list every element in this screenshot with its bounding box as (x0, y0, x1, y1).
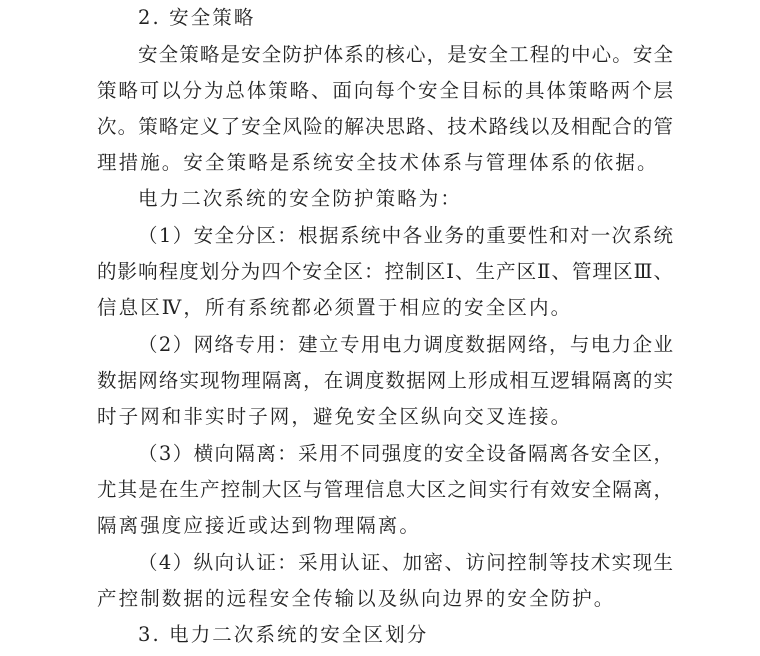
paragraph-line: 策略可以分为总体策略、面向每个安全目标的具体策略两个层 (97, 79, 673, 102)
list-item-line: 产控制数据的远程安全传输以及纵向边界的安全防护。 (97, 587, 616, 610)
list-item-line: 隔离强度应接近或达到物理隔离。 (97, 514, 422, 537)
paragraph-line: 安全策略是安全防护体系的核心，是安全工程的中心。安全 (138, 43, 673, 66)
list-item-line: （4）纵向认证：采用认证、加密、访问控制等技术实现生 (138, 551, 673, 574)
list-item-line: 数据网络实现物理隔离，在调度数据网上形成相互逻辑隔离的实 (97, 369, 673, 392)
paragraph-line: 次。策略定义了安全风险的解决思路、技术路线以及相配合的管 (97, 115, 673, 138)
section-heading: 2. 安全策略 (138, 6, 256, 29)
list-item-line: （3）横向隔离：采用不同强度的安全设备隔离各安全区， (138, 442, 673, 465)
paragraph-line: 理措施。安全策略是系统安全技术体系与管理体系的依据。 (97, 151, 659, 174)
list-item-line: 的影响程度划分为四个安全区：控制区Ⅰ、生产区Ⅱ、管理区Ⅲ、 (97, 260, 673, 283)
list-item-line: 尤其是在生产控制大区与管理信息大区之间实行有效安全隔离， (97, 478, 673, 501)
list-item-line: 时子网和非实时子网，避免安全区纵向交叉连接。 (97, 405, 573, 428)
list-item-line: 信息区Ⅳ，所有系统都必须置于相应的安全区内。 (97, 296, 573, 319)
section-heading: 3. 电力二次系统的安全区划分 (138, 623, 429, 646)
list-item-line: （1）安全分区：根据系统中各业务的重要性和对一次系统 (138, 224, 673, 247)
intro-line: 电力二次系统的安全防护策略为： (138, 187, 463, 210)
list-item-line: （2）网络专用：建立专用电力调度数据网络，与电力企业 (138, 333, 673, 356)
